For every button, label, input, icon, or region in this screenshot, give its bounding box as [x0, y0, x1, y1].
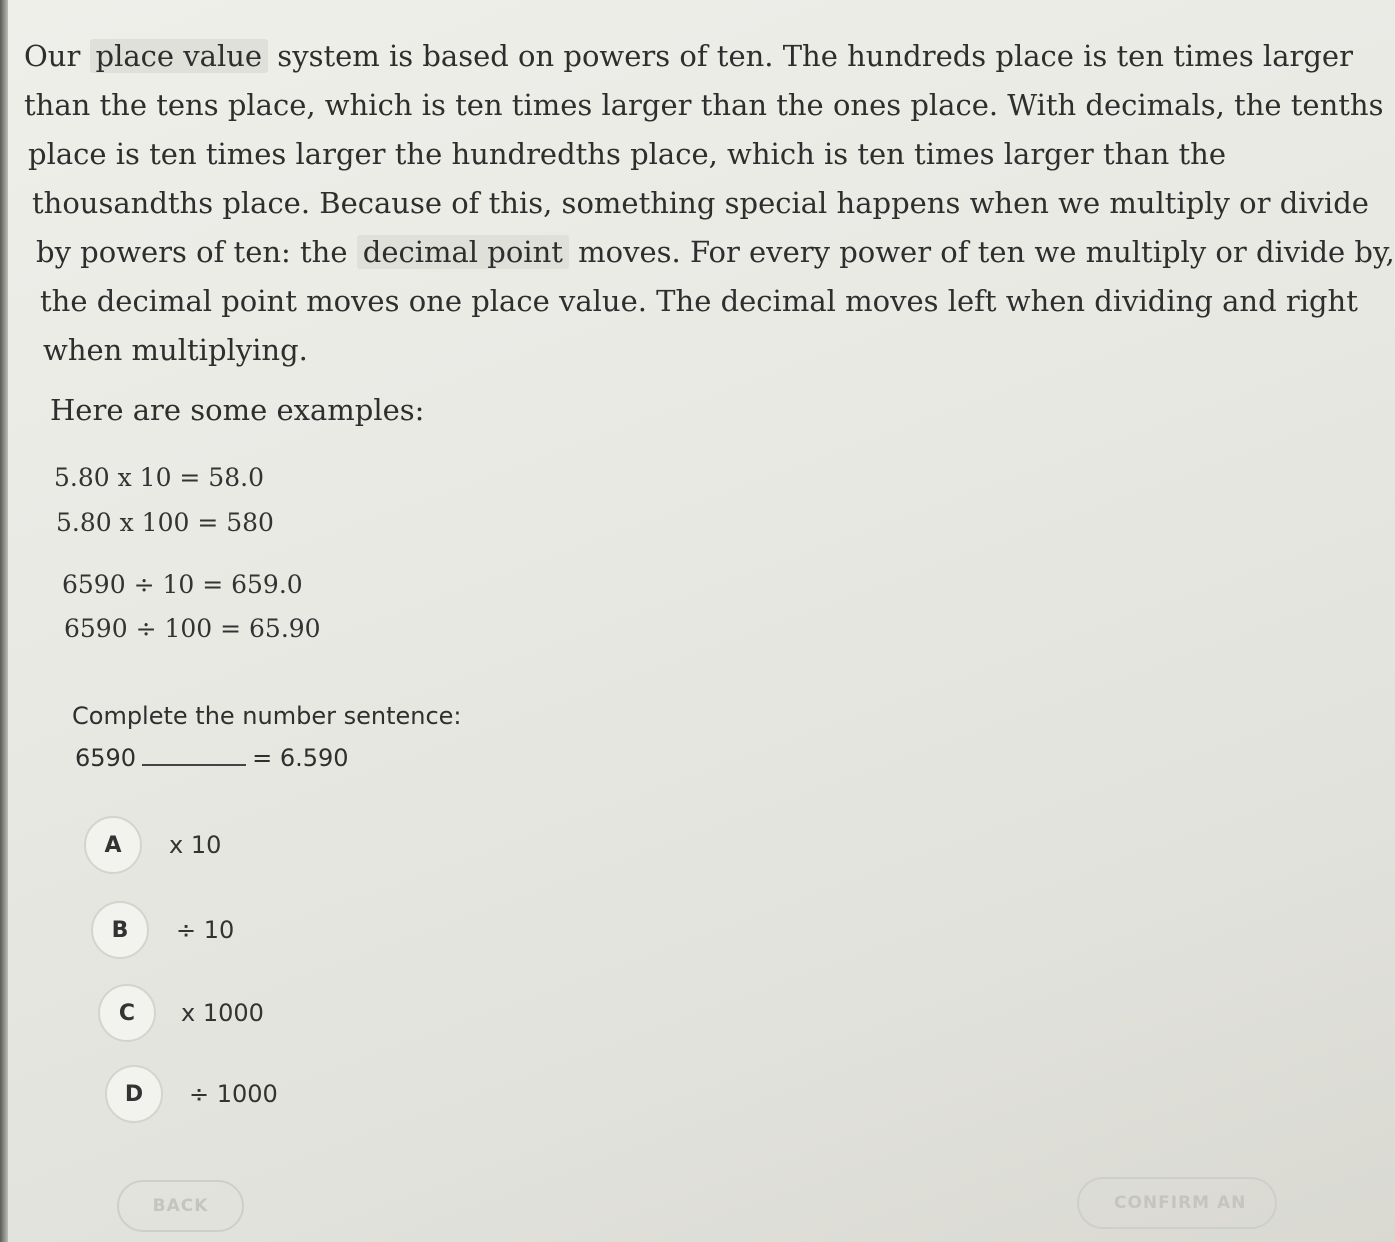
glossary-term-place-value[interactable]: place value — [90, 39, 269, 73]
sentence-rhs: = 6.590 — [252, 744, 349, 772]
choice-d[interactable] — [105, 1065, 278, 1123]
example-3: 6590 ÷ 10 = 659.0 — [62, 570, 303, 599]
choice-b-text: ÷ 10 — [176, 916, 235, 944]
confirm-answer-button[interactable]: CONFIRM AN — [1077, 1177, 1277, 1229]
question-prompt: Complete the number sentence: — [72, 702, 462, 730]
number-sentence — [75, 744, 349, 772]
choice-a-text: x 10 — [169, 831, 222, 859]
choice-b[interactable] — [91, 901, 234, 959]
choice-d-letter: D — [105, 1065, 163, 1123]
passage-line-6: the decimal point moves one place value. The decimal moves left when dividing and right — [40, 284, 1358, 318]
example-1: 5.80 x 10 = 58.0 — [54, 463, 264, 492]
passage-line-4: thousandths place. Because of this, something special happens when we multiply or divide — [32, 186, 1369, 220]
passage-line-3: place is ten times larger the hundredths place, which is ten times larger than the — [28, 137, 1226, 171]
choice-c-letter: C — [98, 984, 156, 1042]
back-button[interactable]: BACK — [117, 1180, 244, 1232]
example-2: 5.80 x 100 = 580 — [56, 508, 274, 537]
sentence-lhs: 6590 — [75, 744, 137, 772]
passage-line-7: when multiplying. — [43, 333, 308, 367]
reading-passage — [24, 32, 1395, 375]
choice-a-letter: A — [84, 816, 142, 874]
choice-a[interactable] — [84, 816, 221, 874]
passage-line-5: by powers of ten: the decimal point moves. For every power of ten we multiply or divide by, — [36, 235, 1395, 269]
passage-line-2: than the tens place, which is ten times larger than the ones place. With decimals, the tenths — [24, 88, 1384, 122]
example-4: 6590 ÷ 100 = 65.90 — [64, 614, 321, 643]
choice-d-text: ÷ 1000 — [189, 1080, 278, 1108]
passage-line-1: Our place value system is based on powers of ten. The hundreds place is ten times larger — [24, 39, 1353, 73]
screen-bezel — [0, 0, 8, 1242]
choice-c[interactable] — [98, 984, 264, 1042]
choice-c-text: x 1000 — [181, 999, 264, 1027]
choice-b-letter: B — [91, 901, 149, 959]
glossary-term-decimal-point[interactable]: decimal point — [357, 235, 569, 269]
examples-heading: Here are some examples: — [50, 393, 425, 427]
answer-blank — [142, 744, 246, 766]
